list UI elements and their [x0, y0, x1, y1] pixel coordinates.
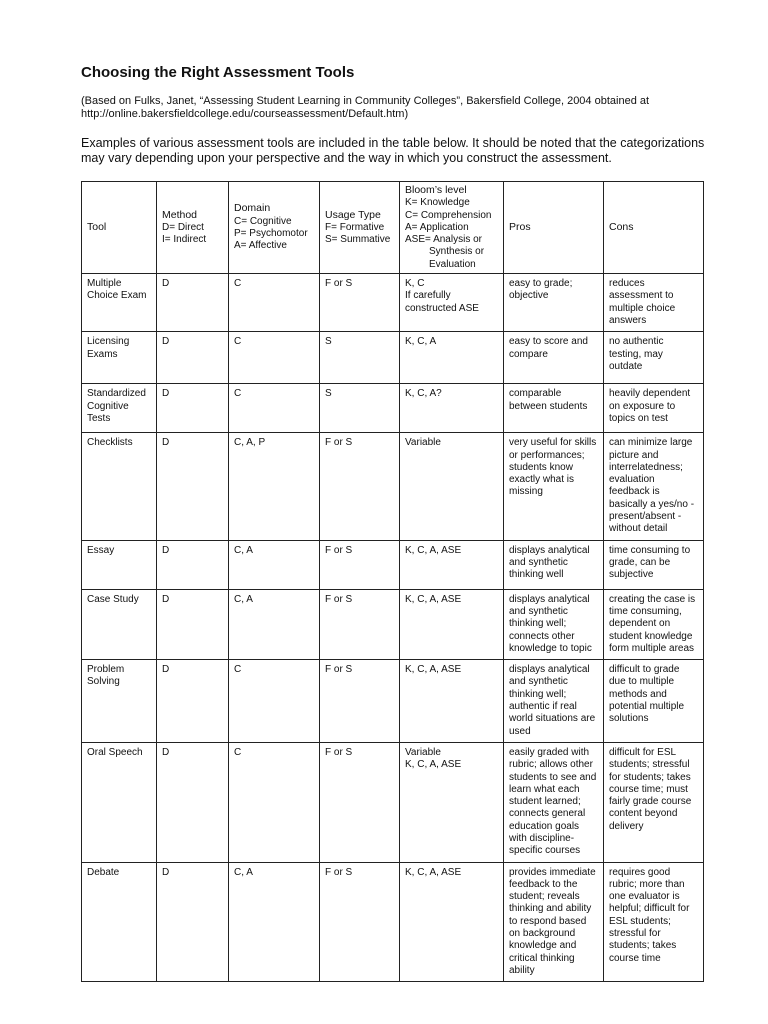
cell-pros: easy to grade; objective: [504, 274, 604, 332]
header-domain: Domain C= Cognitive P= Psychomotor A= Affective: [229, 182, 320, 274]
cell-cons: heavily dependent on exposure to topics on test: [604, 384, 704, 433]
header-pros: Pros: [504, 182, 604, 274]
table-row: [82, 332, 704, 384]
cell-bloom: K, C, A, ASE: [400, 540, 504, 589]
table-row: [82, 384, 704, 433]
cell-domain: C, A, P: [229, 433, 320, 540]
table-header-row: [82, 182, 704, 274]
cell-usage: S: [320, 384, 400, 433]
cell-bloom: K, C, A, ASE: [400, 660, 504, 743]
cell-method: D: [157, 862, 229, 982]
table-row: [82, 433, 704, 540]
cell-method: D: [157, 589, 229, 659]
cell-cons: requires good rubric; more than one evaluator is helpful; difficult for ESL students; stressful for students; takes course time: [604, 862, 704, 982]
cell-tool: Standardized Cognitive Tests: [82, 384, 157, 433]
cell-usage: F or S: [320, 274, 400, 332]
intro-paragraph: Examples of various assessment tools are included in the table below. It should be noted that the categorizations may vary depending upon your perspective and the way in which you construct the assessment.: [81, 136, 705, 165]
cell-cons: no authentic testing, may outdate: [604, 332, 704, 384]
cell-tool: Licensing Exams: [82, 332, 157, 384]
header-tool: Tool: [82, 182, 157, 274]
cell-domain: C, A: [229, 862, 320, 982]
cell-tool: Problem Solving: [82, 660, 157, 743]
table-row: [82, 540, 704, 589]
cell-domain: C: [229, 384, 320, 433]
cell-domain: C: [229, 332, 320, 384]
page-title: Choosing the Right Assessment Tools: [81, 64, 355, 81]
cell-bloom: K, C, A, ASE: [400, 589, 504, 659]
cell-cons: time consuming to grade, can be subjective: [604, 540, 704, 589]
header-usage-type: Usage Type F= Formative S= Summative: [320, 182, 400, 274]
assessment-tools-table: [81, 181, 704, 982]
cell-tool: Multiple Choice Exam: [82, 274, 157, 332]
cell-tool: Checklists: [82, 433, 157, 540]
cell-cons: difficult for ESL students; stressful for students; takes course time; must fairly grade course content beyond delivery: [604, 742, 704, 862]
cell-usage: F or S: [320, 540, 400, 589]
table-row: [82, 742, 704, 862]
citation: (Based on Fulks, Janet, “Assessing Student Learning in Community Colleges”, Bakersfield College, 2004 obtained at http://online.bakersfieldcollege.edu/courseassessment/Default.htm): [81, 95, 650, 120]
cell-cons: can minimize large picture and interrelatedness; evaluation feedback is basically a yes/no - present/absent - without detail: [604, 433, 704, 540]
cell-usage: F or S: [320, 433, 400, 540]
cell-pros: easily graded with rubric; allows other students to see and learn what each student learned; connects general education goals with discipline- specific courses: [504, 742, 604, 862]
cell-pros: very useful for skills or performances; students know exactly what is missing: [504, 433, 604, 540]
cell-pros: displays analytical and synthetic thinking well; connects other knowledge to topic: [504, 589, 604, 659]
cell-bloom: K, C If carefully constructed ASE: [400, 274, 504, 332]
cell-pros: displays analytical and synthetic thinking well; authentic if real world situations are used: [504, 660, 604, 743]
cell-domain: C: [229, 274, 320, 332]
cell-cons: creating the case is time consuming, dependent on student knowledge form multiple areas: [604, 589, 704, 659]
cell-pros: comparable between students: [504, 384, 604, 433]
cell-domain: C, A: [229, 540, 320, 589]
cell-usage: F or S: [320, 742, 400, 862]
cell-bloom: Variable K, C, A, ASE: [400, 742, 504, 862]
cell-domain: C: [229, 742, 320, 862]
table-row: [82, 862, 704, 982]
cell-usage: S: [320, 332, 400, 384]
cell-bloom: K, C, A, ASE: [400, 862, 504, 982]
cell-bloom: Variable: [400, 433, 504, 540]
cell-cons: difficult to grade due to multiple methods and potential multiple solutions: [604, 660, 704, 743]
header-blooms-level: Bloom’s level K= Knowledge C= Comprehension A= Application ASE= Analysis or Synthesis or Evaluation: [400, 182, 504, 274]
cell-method: D: [157, 433, 229, 540]
cell-tool: Debate: [82, 862, 157, 982]
cell-bloom: K, C, A?: [400, 384, 504, 433]
table-row: [82, 274, 704, 332]
cell-method: D: [157, 384, 229, 433]
cell-method: D: [157, 660, 229, 743]
cell-method: D: [157, 274, 229, 332]
cell-method: D: [157, 742, 229, 862]
cell-usage: F or S: [320, 862, 400, 982]
cell-tool: Essay: [82, 540, 157, 589]
cell-usage: F or S: [320, 660, 400, 743]
cell-tool: Case Study: [82, 589, 157, 659]
table-row: [82, 660, 704, 743]
cell-method: D: [157, 540, 229, 589]
cell-pros: displays analytical and synthetic thinking well: [504, 540, 604, 589]
cell-cons: reduces assessment to multiple choice answers: [604, 274, 704, 332]
cell-tool: Oral Speech: [82, 742, 157, 862]
header-method: Method D= Direct I= Indirect: [157, 182, 229, 274]
header-cons: Cons: [604, 182, 704, 274]
cell-bloom: K, C, A: [400, 332, 504, 384]
cell-domain: C: [229, 660, 320, 743]
cell-pros: easy to score and compare: [504, 332, 604, 384]
cell-usage: F or S: [320, 589, 400, 659]
cell-method: D: [157, 332, 229, 384]
cell-domain: C, A: [229, 589, 320, 659]
table-row: [82, 589, 704, 659]
cell-pros: provides immediate feedback to the student; reveals thinking and ability to respond based on background knowledge and critical thinking ability: [504, 862, 604, 982]
